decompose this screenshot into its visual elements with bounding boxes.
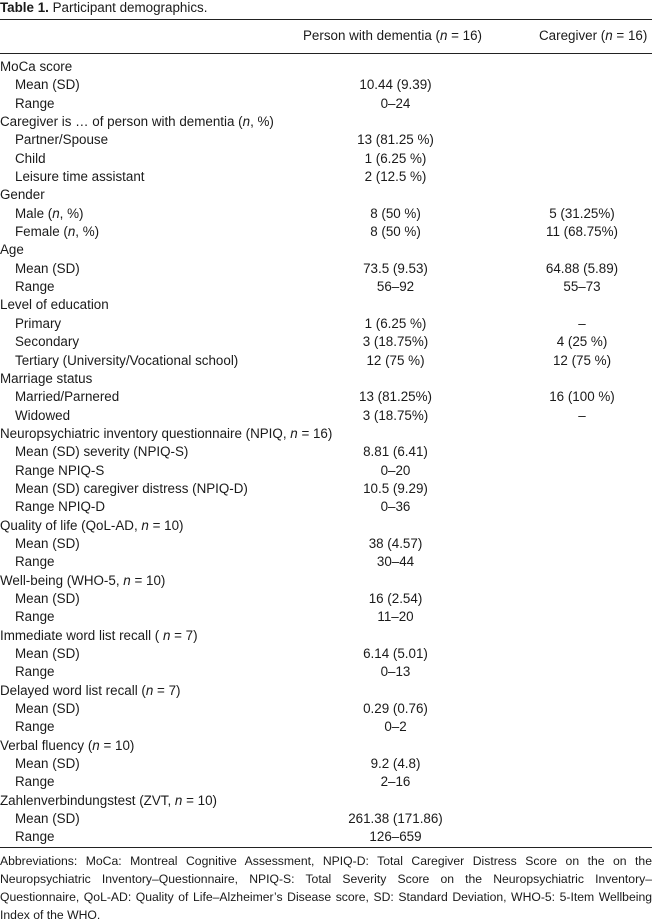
table-row xyxy=(0,388,652,406)
row-label: MoCa score xyxy=(0,59,73,74)
cell-person-with-dementia: 261.38 (171.86) xyxy=(348,811,443,827)
cell-person-with-dementia: 6.14 (5.01) xyxy=(363,646,428,661)
cell-person-with-dementia: 126–659 xyxy=(369,829,422,845)
table-row xyxy=(0,645,652,663)
row-label: Range xyxy=(15,774,55,790)
table-row xyxy=(0,498,652,516)
row-label: Mean (SD) xyxy=(15,646,80,661)
cell-person-with-dementia: 1 (6.25 %) xyxy=(364,315,427,331)
table-row xyxy=(0,443,652,461)
cell-person-with-dementia: 2 (12.5 %) xyxy=(364,169,427,185)
cell-person-with-dementia: 10.5 (9.29) xyxy=(363,480,428,496)
table-row xyxy=(0,810,652,828)
cell-caregiver: 11 (68.75%) xyxy=(546,224,618,240)
table-label: Table 1. xyxy=(0,0,49,15)
row-label: Marriage status xyxy=(0,370,93,386)
cell-caregiver: 12 (75 %) xyxy=(552,352,612,368)
table-row xyxy=(0,205,652,223)
table-row xyxy=(0,150,652,168)
row-label: Range xyxy=(15,95,55,111)
table-row xyxy=(0,755,652,773)
cell-person-with-dementia: 3 (18.75%) xyxy=(362,334,429,350)
cell-caregiver: 64.88 (5.89) xyxy=(545,260,619,276)
row-label: Mean (SD) xyxy=(15,77,80,93)
table-section-row xyxy=(0,572,652,590)
row-label: Gender xyxy=(0,187,45,203)
table-row xyxy=(0,407,652,425)
row-label: Widowed xyxy=(15,407,71,423)
cell-person-with-dementia: 13 (81.25 %) xyxy=(357,132,434,148)
row-label: Mean (SD) xyxy=(15,756,80,772)
row-label: Range xyxy=(15,279,55,295)
table-row xyxy=(0,828,652,846)
row-label: Quality of life (QoL-AD, n = 10) xyxy=(0,517,184,533)
table-row xyxy=(0,608,652,626)
row-label: Neuropsychiatric inventory questionnaire (NPIQ, n = 16) xyxy=(0,425,333,441)
table-row xyxy=(0,278,652,296)
table-section-row xyxy=(0,627,652,645)
cell-person-with-dementia: 0–24 xyxy=(380,95,411,111)
table-section-row xyxy=(0,425,652,443)
row-label: Mean (SD) xyxy=(15,811,80,827)
table-section-row xyxy=(0,370,652,388)
row-label: Range NPIQ-D xyxy=(15,499,106,515)
cell-person-with-dementia: 0–20 xyxy=(380,462,411,478)
table-row xyxy=(0,462,652,480)
row-label: Delayed word list recall (n = 7) xyxy=(0,682,181,698)
cell-caregiver: – xyxy=(578,315,586,331)
cell-person-with-dementia: 8 (50 %) xyxy=(370,224,421,240)
cell-person-with-dementia: 3 (18.75%) xyxy=(362,407,429,423)
table-caption xyxy=(0,0,207,16)
cell-person-with-dementia: 9.2 (4.8) xyxy=(370,756,421,772)
cell-person-with-dementia: 56–92 xyxy=(376,279,415,295)
row-label: Range xyxy=(15,554,55,570)
table-section-row xyxy=(0,296,652,314)
cell-caregiver: – xyxy=(578,407,586,423)
table-section-row xyxy=(0,113,652,131)
table-section-row xyxy=(0,682,652,700)
table-row xyxy=(0,260,652,278)
row-label: Range xyxy=(15,664,55,680)
header-caregiver: Caregiver (n = 16) xyxy=(539,28,648,43)
cell-person-with-dementia: 38 (4.57) xyxy=(368,535,423,551)
row-label: Leisure time assistant xyxy=(15,169,145,185)
row-label: Tertiary (University/Vocational school) xyxy=(15,352,239,368)
table-row xyxy=(0,168,652,186)
cell-person-with-dementia: 73.5 (9.53) xyxy=(363,260,428,276)
row-label: Mean (SD) xyxy=(15,535,80,551)
table-section-row xyxy=(0,186,652,204)
row-label: Secondary xyxy=(15,334,80,350)
cell-person-with-dementia: 12 (75 %) xyxy=(366,352,425,368)
row-label: Female (n, %) xyxy=(15,224,100,240)
table-section-row xyxy=(0,241,652,259)
cell-person-with-dementia: 16 (2.54) xyxy=(368,590,423,606)
table-row xyxy=(0,315,652,333)
table-row xyxy=(0,333,652,351)
table-row xyxy=(0,480,652,498)
cell-person-with-dementia: 13 (81.25%) xyxy=(359,389,432,405)
row-label: Partner/Spouse xyxy=(15,132,109,148)
cell-person-with-dementia: 0–13 xyxy=(380,664,411,680)
row-label: Primary xyxy=(15,315,62,331)
table-row xyxy=(0,95,652,113)
cell-caregiver: 16 (100 %) xyxy=(549,389,615,405)
row-label: Male (n, %) xyxy=(15,205,84,221)
table-row xyxy=(0,590,652,608)
row-label: Range xyxy=(15,719,55,735)
table-row xyxy=(0,718,652,736)
row-label: Mean (SD) severity (NPIQ-S) xyxy=(15,444,189,460)
cell-person-with-dementia: 8.81 (6.41) xyxy=(363,444,428,460)
cell-person-with-dementia: 30–44 xyxy=(376,554,415,570)
top-rule xyxy=(0,19,652,20)
row-label: Verbal fluency (n = 10) xyxy=(0,737,135,753)
table-row xyxy=(0,131,652,149)
table-row xyxy=(0,535,652,553)
table-title: Participant demographics. xyxy=(52,0,208,15)
cell-person-with-dementia: 1 (6.25 %) xyxy=(364,150,427,166)
row-label: Mean (SD) caregiver distress (NPIQ-D) xyxy=(15,480,248,496)
table-row xyxy=(0,700,652,718)
cell-person-with-dementia: 0.29 (0.76) xyxy=(363,701,428,717)
header-rule xyxy=(0,53,652,54)
row-label: Immediate word list recall ( n = 7) xyxy=(0,627,198,643)
cell-person-with-dementia: 0–36 xyxy=(380,499,411,515)
row-label: Range xyxy=(15,609,55,625)
row-label: Age xyxy=(0,242,24,258)
cell-person-with-dementia: 11–20 xyxy=(377,609,414,625)
table-body xyxy=(0,58,652,847)
table-row xyxy=(0,773,652,791)
table-section-row xyxy=(0,58,652,76)
header-person-with-dementia: Person with dementia (n = 16) xyxy=(303,28,483,43)
table-section-row xyxy=(0,737,652,755)
cell-person-with-dementia: 10.44 (9.39) xyxy=(359,77,432,93)
table-row xyxy=(0,223,652,241)
row-label: Mean (SD) xyxy=(15,260,80,276)
cell-caregiver: 4 (25 %) xyxy=(556,334,608,350)
cell-caregiver: 55–73 xyxy=(563,279,601,295)
cell-person-with-dementia: 2–16 xyxy=(380,774,411,790)
table-row xyxy=(0,553,652,571)
row-label: Level of education xyxy=(0,297,109,313)
row-label: Range NPIQ-S xyxy=(15,462,105,478)
cell-caregiver: 5 (31.25%) xyxy=(549,205,615,221)
row-label: Caregiver is … of person with dementia (n, %) xyxy=(0,114,274,130)
cell-person-with-dementia: 0–2 xyxy=(384,719,407,735)
cell-person-with-dementia: 8 (50 %) xyxy=(370,205,421,221)
table-row xyxy=(0,76,652,94)
row-label: Married/Parnered xyxy=(15,389,120,405)
row-label: Range xyxy=(15,829,55,845)
row-label: Mean (SD) xyxy=(15,590,80,606)
table-section-row xyxy=(0,792,652,810)
row-label: Mean (SD) xyxy=(15,701,80,717)
table-row xyxy=(0,663,652,681)
bottom-rule xyxy=(0,847,652,848)
table-footnote: Abbreviations: MoCa: Montreal Cognitive Assessment, NPIQ-D: Total Caregiver Distress Score on the on the Neuropsychiatric Inventory–Questionnaire, NPIQ-S: Total Severity Score on the Neuropsychiatric Inventory–Questionnaire, QoL-AD: Quality of Life–Alzheimer’s Disease score, SD: Standard Deviation, WHO-5: 5-Item Wellbeing Index of the WHO. xyxy=(0,854,652,922)
table-row xyxy=(0,352,652,370)
row-label: Zahlenverbindungstest (ZVT, n = 10) xyxy=(0,792,217,808)
row-label: Well-being (WHO-5, n = 10) xyxy=(0,572,166,588)
table-section-row xyxy=(0,517,652,535)
row-label: Child xyxy=(15,150,46,166)
